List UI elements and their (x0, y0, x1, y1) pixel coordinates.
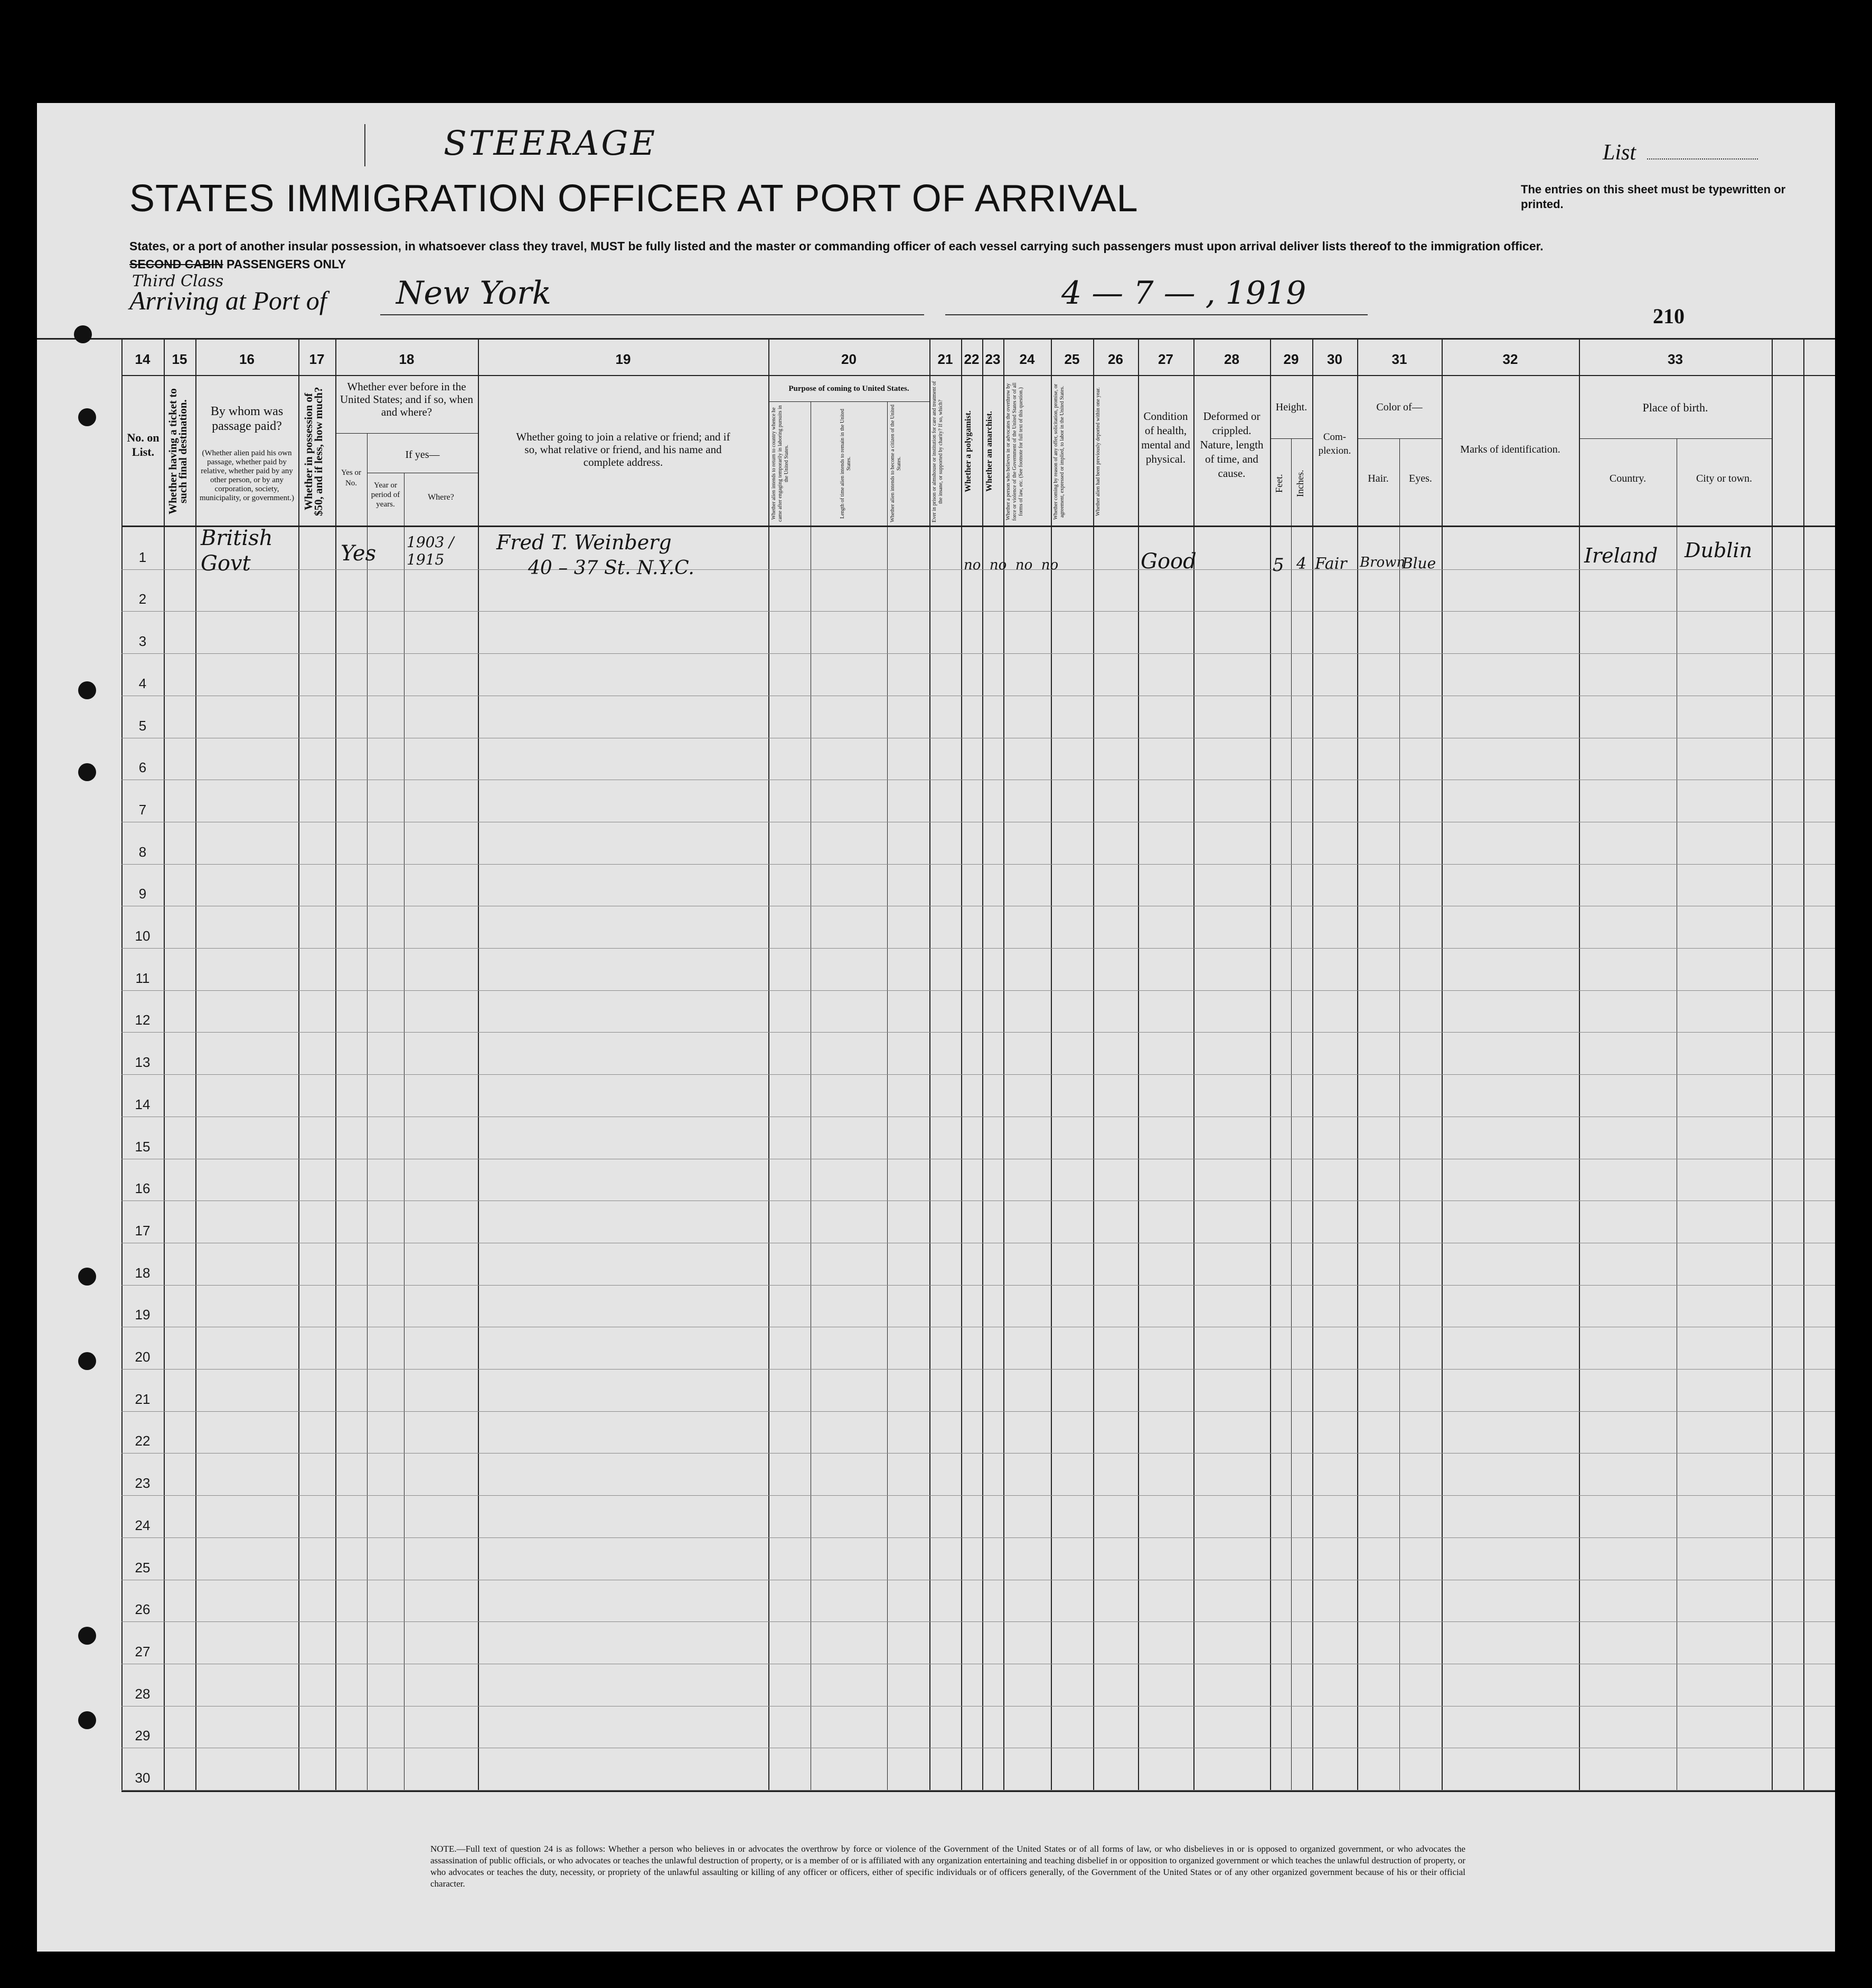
entry1-passage: British Govt (201, 526, 273, 576)
row-number: 19 (135, 1307, 150, 1323)
hdr-hair: Hair. (1368, 473, 1389, 484)
colnum-15: 15 (172, 351, 187, 367)
col-line-15 (1138, 338, 1139, 1790)
entries-note: The entries on this sheet must be typewritten or printed. (1521, 183, 1786, 211)
page-number: 210 (1653, 304, 1685, 328)
hdr-inches: Inches. (1295, 470, 1305, 497)
hdr-city: City or town. (1696, 473, 1753, 484)
colnum-25: 25 (1064, 351, 1080, 367)
row-number: 7 (138, 801, 147, 818)
table-top-rule (37, 338, 1835, 340)
row-number: 9 (138, 886, 147, 902)
row-number: 28 (135, 1685, 150, 1702)
col-line-20 (1357, 338, 1358, 1790)
footnote: NOTE.—Full text of question 24 is as follows: Whether a person who believes in or advocates the overthrow by force or violence of the Government of the United States or of all forms of law, or who disbelieves in or is opposed to organized government, or who advocates the assassination of public officials, or who advocates or teaches the unlawful destruction of property, or is a member of or is affiliated with any organization entertaining and teaching disbelief in or opposition to organized government or which teaches the unlawful destruction of property, or who advocates or teaches the duty, necessity, or propriety of the unlawful assaulting or killing of any officer or officers, either of specific individuals or of officers generally, of the Government of the United States or of any other organized government because of his or their official character. (430, 1844, 1465, 1889)
class-line (129, 257, 346, 271)
list-underline (1647, 158, 1758, 160)
colnum-21: 21 (937, 351, 953, 367)
col-line-14 (1093, 338, 1094, 1790)
class-handwritten-over: Third Class (132, 272, 224, 290)
colnum-32: 32 (1502, 351, 1518, 367)
header-divider-tick (364, 124, 365, 166)
entry1-answers: no no no no (964, 557, 1059, 573)
hdr-year-period: Year or period of years. (371, 481, 400, 509)
row-number: 25 (135, 1559, 150, 1576)
hdr-color-of: Color of— (1376, 401, 1423, 413)
col-line-1 (164, 338, 165, 1790)
row-number: 1 (138, 549, 147, 565)
col-line-19 (1312, 338, 1313, 1790)
binder-hole (78, 1352, 96, 1370)
row-line (121, 1495, 1835, 1496)
binder-hole (78, 763, 96, 781)
row-number: 15 (135, 1138, 150, 1155)
purpose-sub-rule (768, 401, 929, 402)
entry1-hair: Brown (1360, 555, 1406, 570)
entry1-before-years: 1903 / 1915 (407, 533, 454, 568)
colnum-23: 23 (985, 351, 1001, 367)
hdr-marks: Marks of identification. (1460, 444, 1560, 455)
date-handwritten: 4 — 7 — , 1919 (1061, 275, 1306, 312)
row-line (121, 1285, 1835, 1286)
table-bottom-rule (121, 1790, 1835, 1792)
hdr-passage-sub: (Whether alien paid his own passage, whether paid by relative, whether paid by any other person, or by any corporation, society, municipality, or government.) (200, 449, 294, 502)
entry1-eyes: Blue (1402, 555, 1436, 572)
row-line (121, 1369, 1835, 1370)
page-title: STATES IMMIGRATION OFFICER AT PORT OF ARRIVAL (129, 177, 1139, 220)
colnum-24: 24 (1019, 351, 1035, 367)
port-handwritten: New York (396, 275, 551, 312)
row-line (121, 1453, 1835, 1454)
hdr-deformed: Deformed or crippled. Nature, length of time, and cause. (1200, 410, 1264, 480)
col-line-2 (195, 338, 196, 1790)
hdr-passage-title: By whom was passage paid? (210, 405, 284, 433)
hdr-no-on-list: No. on List. (127, 431, 159, 458)
col-line-26 (1803, 338, 1804, 1790)
colnum-27: 27 (1158, 351, 1173, 367)
hdr-complexion: Com-plexion. (1318, 432, 1351, 456)
instruction-text: States, or a port of another insular possession, in whatsoever class they travel, MUST be fully listed and the master or commanding officer of each vessel carrying such passengers must upon arrival deliver lists thereof to the immigration officer. (129, 239, 1544, 253)
col-line-12 (1003, 338, 1004, 1790)
hdr-country: Country. (1609, 473, 1647, 484)
arriving-label: Arriving at Port of (129, 286, 327, 315)
column-number-rule (121, 375, 1835, 376)
hdr-purpose-title: Purpose of coming to United States. (788, 385, 909, 393)
entry1-feet: 5 (1273, 555, 1284, 576)
row-number: 17 (135, 1222, 150, 1239)
colnum-31: 31 (1391, 351, 1407, 367)
row-number: 5 (138, 717, 147, 734)
row-number: 23 (135, 1475, 150, 1492)
entry1-inches: 4 (1296, 555, 1307, 573)
colnum-26: 26 (1108, 351, 1123, 367)
birth-sub-rule (1579, 438, 1772, 439)
hdr-if-yes: If yes— (405, 449, 440, 461)
row-line (121, 1411, 1835, 1412)
colnum-14: 14 (135, 351, 150, 367)
entry1-health: Good (1141, 549, 1197, 574)
class-handwritten: STEERAGE (444, 124, 657, 163)
hdr-where: Where? (428, 493, 454, 502)
manifest-sheet (37, 103, 1835, 1952)
colnum-28: 28 (1224, 351, 1239, 367)
col-line-7 (768, 338, 769, 1790)
class-struck: SECOND CABIN (129, 257, 223, 271)
list-label-text: List (1603, 140, 1636, 165)
colnum-29: 29 (1283, 351, 1299, 367)
colnum-33: 33 (1668, 351, 1683, 367)
colnum-17: 17 (309, 351, 325, 367)
hdr-money: Whether in possession of $50, and if less, how much? (302, 387, 325, 517)
colnum-16: 16 (239, 351, 255, 367)
row-number: 4 (138, 675, 147, 691)
entry1-before-yes: Yes (341, 541, 377, 566)
binder-hole (78, 408, 96, 426)
col-line-22 (1442, 338, 1443, 1790)
row-line (121, 1537, 1835, 1538)
entry1-complexion: Fair (1315, 555, 1347, 573)
row-number: 8 (138, 843, 147, 860)
row-number: 13 (135, 1054, 150, 1071)
row-number: 2 (138, 591, 147, 607)
hdr-height: Height. (1275, 401, 1307, 413)
row-number: 22 (135, 1433, 150, 1449)
colnum-19: 19 (615, 351, 631, 367)
row-line (121, 653, 1835, 654)
hdr-before-title: Whether ever before in the United States; and if so, when and where? (340, 380, 473, 418)
row-line (121, 990, 1835, 991)
binder-hole (78, 681, 96, 699)
hdr-deported: Whether alien had been previously deported within one year. (1095, 387, 1101, 516)
hdr-eyes: Eyes. (1409, 473, 1432, 484)
col-line-3 (298, 338, 299, 1790)
colnum-18: 18 (399, 351, 415, 367)
row-number: 21 (135, 1391, 150, 1407)
hdr-prison: Ever in prison or almshouse or institution for care and treatment of the insane, or supported by charity? If so, which? (932, 381, 944, 522)
colnum-30: 30 (1327, 351, 1342, 367)
col-line-17 (1270, 338, 1271, 1790)
row-line (121, 1621, 1835, 1622)
row-number: 10 (135, 928, 150, 944)
binder-hole (78, 1711, 96, 1729)
entry1-joining: Fred T. Weinberg (496, 531, 672, 554)
row-number: 11 (135, 970, 150, 986)
row-number: 18 (135, 1264, 150, 1281)
row-number: 20 (135, 1349, 150, 1365)
entry1-country: Ireland (1584, 544, 1658, 567)
col-line-11 (982, 338, 983, 1790)
hdr-purpose-a: Whether alien intends to return to country whence he came after engaging temporarily in laboring pursuits in the United States. (771, 405, 789, 522)
row-number: 3 (138, 633, 147, 650)
header-bottom-rule (121, 526, 1835, 527)
hdr-offer: Whether coming by reason of any offer, solicitation, promise, or agreement, expressed or implied, to labor in the United States. (1053, 383, 1065, 520)
hdr-condition: Condition of health, mental and physical. (1141, 410, 1190, 465)
hdr-anarchist: Whether an anarchist. (985, 411, 994, 492)
hdr-feet: Feet. (1274, 474, 1284, 493)
col-line-21 (1399, 438, 1400, 1790)
hdr-purpose-c: Whether alien intends to become a citizen of the United States. (890, 405, 902, 522)
entry1-city: Dublin (1685, 539, 1753, 562)
row-number: 16 (135, 1180, 150, 1197)
row-line (121, 1032, 1835, 1033)
row-number: 30 (135, 1770, 150, 1786)
col-line-9 (929, 338, 930, 1790)
colnum-20: 20 (841, 351, 857, 367)
hdr-yes-no: Yes or No. (341, 468, 362, 487)
col-line-18 (1291, 438, 1292, 1790)
row-line (121, 1074, 1835, 1075)
date-underline (945, 314, 1368, 315)
binder-hole (78, 1627, 96, 1645)
row-line (121, 864, 1835, 865)
list-label (1603, 140, 1758, 165)
col-line-13 (1051, 338, 1052, 1790)
row-number: 24 (135, 1517, 150, 1533)
row-number: 26 (135, 1601, 150, 1618)
class-rest: PASSENGERS ONLY (227, 257, 346, 271)
binder-hole (74, 325, 92, 343)
row-number: 12 (135, 1012, 150, 1028)
col-line-8b (887, 401, 888, 1790)
col-line-10 (961, 338, 962, 1790)
row-line (121, 611, 1835, 612)
colnum-22: 22 (964, 351, 980, 367)
col-line-4 (335, 338, 336, 1790)
row-line (121, 948, 1835, 949)
row-number: 14 (135, 1096, 150, 1112)
entry1-address: 40 – 37 St. N.Y.C. (528, 557, 694, 579)
port-underline (380, 314, 924, 315)
col-line-25 (1772, 338, 1773, 1790)
binder-hole (78, 1268, 96, 1286)
hdr-purpose-b: Length of time alien intends to remain in the United States. (840, 408, 852, 519)
hdr-birth-title: Place of birth. (1642, 401, 1708, 414)
hdr-polygamist: Whether a polygamist. (964, 410, 973, 493)
row-number: 6 (138, 759, 147, 776)
before-sub-rule (335, 433, 478, 434)
hdr-overthrow: Whether a person who believes in or advocates the overthrow by force or violence of the Government of the United States or of all forms of law, etc. (See footnote for full text of this question.) (1005, 382, 1024, 521)
row-number: 27 (135, 1643, 150, 1659)
col-line-23 (1579, 338, 1580, 1790)
hdr-joining: Whether going to join a relative or friend; and if so, what relative or friend, and his name and complete address. (516, 430, 730, 468)
col-line-5a (367, 433, 368, 1790)
row-number: 29 (135, 1728, 150, 1744)
hdr-ticket: Whether having a ticket to such final destination. (166, 388, 189, 515)
